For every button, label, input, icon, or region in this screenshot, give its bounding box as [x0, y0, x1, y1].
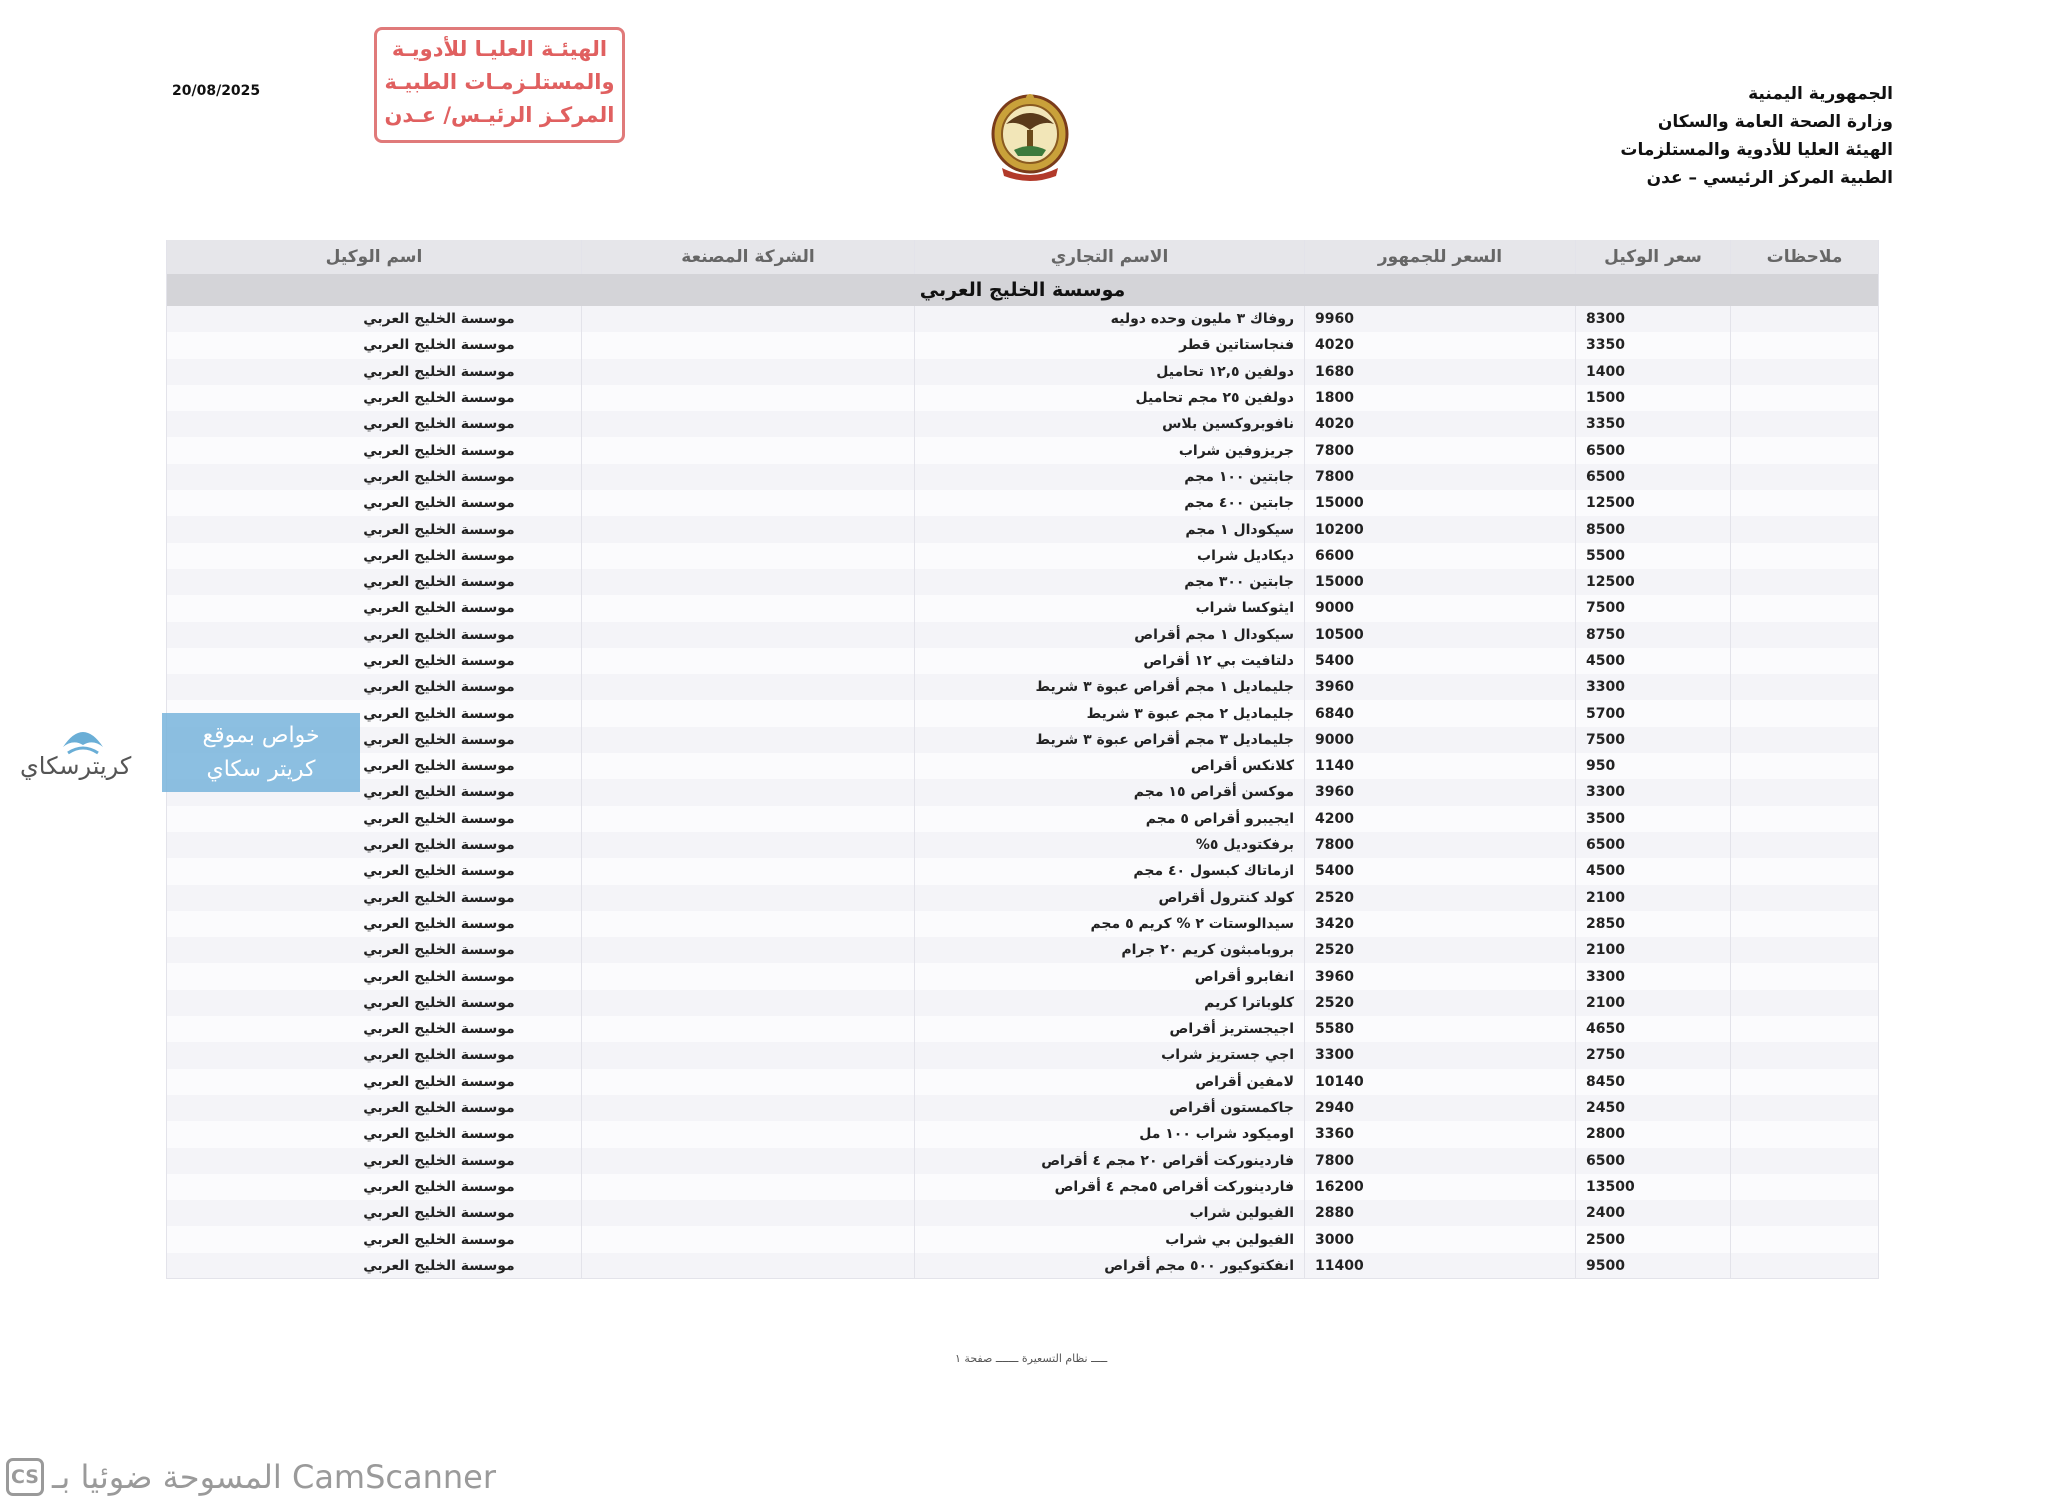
table-row	[167, 622, 1879, 648]
trade-name-cell: دولفين ١٢,٥ تحاميل	[915, 359, 1305, 385]
camscanner-icon: CS	[6, 1458, 44, 1496]
agent-price-cell: 2450	[1576, 1095, 1731, 1121]
public-price-cell: 1800	[1305, 385, 1576, 411]
agent-name-cell: موسسة الخليج العربي	[167, 1200, 582, 1226]
agent-name-cell: موسسة الخليج العربي	[167, 332, 582, 358]
table-row	[167, 1042, 1879, 1068]
agent-price-cell: 13500	[1576, 1174, 1731, 1200]
trade-name-cell: سيدالوستات ٢ % كريم ٥ مجم	[915, 911, 1305, 937]
table-row	[167, 516, 1879, 542]
agent-name-cell: موسسة الخليج العربي	[167, 437, 582, 463]
trade-name-cell: فاردينوركت أقراص ٢٠ مجم ٤ أقراص	[915, 1148, 1305, 1174]
trade-name-cell: جليماديل ٣ مجم أقراص عبوة ٣ شريط	[915, 727, 1305, 753]
agent-name-cell: موسسة الخليج العربي	[167, 1148, 582, 1174]
agent-price-cell: 2850	[1576, 911, 1731, 937]
agent-price-cell: 8300	[1576, 306, 1731, 332]
agent-name-cell: موسسة الخليج العربي	[167, 700, 582, 726]
watermark-line2: كريتر سكاي	[206, 757, 316, 782]
trade-name-cell: جليماديل ٢ مجم عبوة ٣ شريط	[915, 700, 1305, 726]
stamp-line3: المركـز الرئيـس/ عـدن	[384, 103, 615, 127]
table-row	[167, 464, 1879, 490]
header-notes: ملاحظات	[1731, 240, 1879, 274]
agent-name-cell: موسسة الخليج العربي	[167, 832, 582, 858]
manufacturer-cell	[582, 359, 915, 385]
trade-name-cell: جليماديل ١ مجم أقراص عبوة ٣ شريط	[915, 674, 1305, 700]
notes-cell	[1731, 385, 1879, 411]
ministry-title: وزارة الصحة العامة والسكان	[1657, 112, 1893, 132]
notes-cell	[1731, 359, 1879, 385]
agent-price-cell: 9500	[1576, 1253, 1731, 1279]
manufacturer-cell	[582, 516, 915, 542]
manufacturer-cell	[582, 1148, 915, 1174]
header-public-price: السعر للجمهور	[1305, 240, 1576, 274]
manufacturer-cell	[582, 779, 915, 805]
table-row	[167, 359, 1879, 385]
table-row	[167, 1200, 1879, 1226]
table-row	[167, 1121, 1879, 1147]
agent-price-cell: 4650	[1576, 1016, 1731, 1042]
notes-cell	[1731, 858, 1879, 884]
manufacturer-cell	[582, 806, 915, 832]
manufacturer-cell	[582, 622, 915, 648]
table-row	[167, 727, 1879, 753]
price-table	[166, 240, 1879, 1279]
notes-cell	[1731, 753, 1879, 779]
notes-cell	[1731, 622, 1879, 648]
agent-price-cell: 12500	[1576, 490, 1731, 516]
agent-price-cell: 2100	[1576, 885, 1731, 911]
agent-price-cell: 2800	[1576, 1121, 1731, 1147]
table-header-row	[167, 240, 1879, 274]
agent-price-cell: 3300	[1576, 674, 1731, 700]
agent-name-cell: موسسة الخليج العربي	[167, 990, 582, 1016]
table-row	[167, 832, 1879, 858]
trade-name-cell: سيكودال ١ مجم أقراص	[915, 622, 1305, 648]
notes-cell	[1731, 332, 1879, 358]
notes-cell	[1731, 1069, 1879, 1095]
notes-cell	[1731, 832, 1879, 858]
table-row	[167, 1226, 1879, 1252]
agent-name-cell: موسسة الخليج العربي	[167, 464, 582, 490]
trade-name-cell: سيكودال ١ مجم	[915, 516, 1305, 542]
notes-cell	[1731, 1226, 1879, 1252]
trade-name-cell: برفكتوديل ٥%	[915, 832, 1305, 858]
agent-price-cell: 3350	[1576, 332, 1731, 358]
agent-price-cell: 2500	[1576, 1226, 1731, 1252]
agent-price-cell: 2100	[1576, 937, 1731, 963]
page-footer: ـــــ نظام التسعيرة ـــــــ صفحة ١	[955, 1352, 1108, 1365]
public-price-cell: 2880	[1305, 1200, 1576, 1226]
notes-cell	[1731, 779, 1879, 805]
agent-name-cell: موسسة الخليج العربي	[167, 569, 582, 595]
manufacturer-cell	[582, 832, 915, 858]
table-row	[167, 490, 1879, 516]
table-row	[167, 858, 1879, 884]
table-row	[167, 806, 1879, 832]
manufacturer-cell	[582, 411, 915, 437]
trade-name-cell: الفيولين بي شراب	[915, 1226, 1305, 1252]
agent-price-cell: 950	[1576, 753, 1731, 779]
trade-name-cell: نافوبروكسين بلاس	[915, 411, 1305, 437]
table-row	[167, 1095, 1879, 1121]
table-row	[167, 1148, 1879, 1174]
manufacturer-cell	[582, 990, 915, 1016]
public-price-cell: 5400	[1305, 648, 1576, 674]
trade-name-cell: انفكتوكيور ٥٠٠ مجم أقراص	[915, 1253, 1305, 1279]
public-price-cell: 16200	[1305, 1174, 1576, 1200]
notes-cell	[1731, 911, 1879, 937]
notes-cell	[1731, 1042, 1879, 1068]
agent-name-cell: موسسة الخليج العربي	[167, 1069, 582, 1095]
public-price-cell: 10140	[1305, 1069, 1576, 1095]
agent-price-cell: 6500	[1576, 832, 1731, 858]
agent-price-cell: 2400	[1576, 1200, 1731, 1226]
table-row	[167, 543, 1879, 569]
notes-cell	[1731, 306, 1879, 332]
trade-name-cell: كولد كنترول أقراص	[915, 885, 1305, 911]
table-row	[167, 1253, 1879, 1279]
table-row	[167, 674, 1879, 700]
public-price-cell: 4020	[1305, 332, 1576, 358]
agent-price-cell: 6500	[1576, 437, 1731, 463]
public-price-cell: 10200	[1305, 516, 1576, 542]
notes-cell	[1731, 806, 1879, 832]
public-price-cell: 4200	[1305, 806, 1576, 832]
eagle-emblem-icon	[990, 90, 1070, 186]
notes-cell	[1731, 411, 1879, 437]
watermark-box	[162, 713, 360, 792]
public-price-cell: 5580	[1305, 1016, 1576, 1042]
trade-name-cell: اجيجستريز أقراص	[915, 1016, 1305, 1042]
notes-cell	[1731, 516, 1879, 542]
public-price-cell: 3960	[1305, 779, 1576, 805]
trade-name-cell: ازماتاك كبسول ٤٠ مجم	[915, 858, 1305, 884]
trade-name-cell: انفابرو أقراص	[915, 963, 1305, 989]
table-row	[167, 1016, 1879, 1042]
agent-price-cell: 7500	[1576, 595, 1731, 621]
public-price-cell: 2520	[1305, 990, 1576, 1016]
camscanner-text: المسوحة ضوئيا بـ CamScanner	[52, 1458, 497, 1496]
agent-name-cell: موسسة الخليج العربي	[167, 674, 582, 700]
trade-name-cell: بروبامبثون كريم ٢٠ جرام	[915, 937, 1305, 963]
manufacturer-cell	[582, 937, 915, 963]
trade-name-cell: لامفين أقراص	[915, 1069, 1305, 1095]
notes-cell	[1731, 648, 1879, 674]
public-price-cell: 1680	[1305, 359, 1576, 385]
public-price-cell: 4020	[1305, 411, 1576, 437]
group-title: موسسة الخليج العربي	[167, 274, 1879, 306]
group-row	[167, 274, 1879, 306]
manufacturer-cell	[582, 437, 915, 463]
manufacturer-cell	[582, 306, 915, 332]
trade-name-cell: روفاك ٣ مليون وحده دوليه	[915, 306, 1305, 332]
trade-name-cell: ديكاديل شراب	[915, 543, 1305, 569]
notes-cell	[1731, 1148, 1879, 1174]
public-price-cell: 3420	[1305, 911, 1576, 937]
manufacturer-cell	[582, 595, 915, 621]
agent-name-cell: موسسة الخليج العربي	[167, 1095, 582, 1121]
table-row	[167, 885, 1879, 911]
manufacturer-cell	[582, 727, 915, 753]
table-row	[167, 911, 1879, 937]
agent-name-cell: موسسة الخليج العربي	[167, 1226, 582, 1252]
notes-cell	[1731, 1200, 1879, 1226]
trade-name-cell: اوميكود شراب ١٠٠ مل	[915, 1121, 1305, 1147]
notes-cell	[1731, 727, 1879, 753]
agent-name-cell: موسسة الخليج العربي	[167, 911, 582, 937]
authority-stamp	[374, 27, 625, 143]
stamp-line1: الهيئـة العليـا للأدويـة	[391, 37, 608, 61]
public-price-cell: 5400	[1305, 858, 1576, 884]
notes-cell	[1731, 437, 1879, 463]
public-price-cell: 9000	[1305, 595, 1576, 621]
manufacturer-cell	[582, 1042, 915, 1068]
table-row	[167, 990, 1879, 1016]
notes-cell	[1731, 1095, 1879, 1121]
agent-name-cell: موسسة الخليج العربي	[167, 1042, 582, 1068]
trade-name-cell: فاردينوركت أقراص ٥مجم ٤ أقراص	[915, 1174, 1305, 1200]
agent-name-cell: موسسة الخليج العربي	[167, 543, 582, 569]
agent-name-cell: موسسة الخليج العربي	[167, 727, 582, 753]
table-row	[167, 700, 1879, 726]
table-row	[167, 648, 1879, 674]
watermark-logo-text: كريترسكاي	[20, 752, 132, 780]
agent-price-cell: 1400	[1576, 359, 1731, 385]
manufacturer-cell	[582, 885, 915, 911]
public-price-cell: 3960	[1305, 963, 1576, 989]
agent-name-cell: موسسة الخليج العربي	[167, 1253, 582, 1279]
trade-name-cell: فنجاستاتين قطر	[915, 332, 1305, 358]
manufacturer-cell	[582, 332, 915, 358]
manufacturer-cell	[582, 1069, 915, 1095]
agent-name-cell: موسسة الخليج العربي	[167, 858, 582, 884]
public-price-cell: 3360	[1305, 1121, 1576, 1147]
agent-price-cell: 7500	[1576, 727, 1731, 753]
manufacturer-cell	[582, 1253, 915, 1279]
agent-name-cell: موسسة الخليج العربي	[167, 516, 582, 542]
trade-name-cell: اجي جستريز شراب	[915, 1042, 1305, 1068]
agent-name-cell: موسسة الخليج العربي	[167, 779, 582, 805]
table-row	[167, 963, 1879, 989]
notes-cell	[1731, 543, 1879, 569]
public-price-cell: 9960	[1305, 306, 1576, 332]
manufacturer-cell	[582, 490, 915, 516]
trade-name-cell: جابتين ٣٠٠ مجم	[915, 569, 1305, 595]
table-row	[167, 332, 1879, 358]
header-agent-price: سعر الوكيل	[1576, 240, 1731, 274]
agent-price-cell: 5700	[1576, 700, 1731, 726]
public-price-cell: 6840	[1305, 700, 1576, 726]
manufacturer-cell	[582, 1200, 915, 1226]
agent-name-cell: موسسة الخليج العربي	[167, 359, 582, 385]
document-date: 20/08/2025	[172, 83, 261, 99]
manufacturer-cell	[582, 385, 915, 411]
agent-name-cell: موسسة الخليج العربي	[167, 648, 582, 674]
trade-name-cell: جابتين ٤٠٠ مجم	[915, 490, 1305, 516]
table-row	[167, 753, 1879, 779]
manufacturer-cell	[582, 1121, 915, 1147]
manufacturer-cell	[582, 1174, 915, 1200]
manufacturer-cell	[582, 700, 915, 726]
trade-name-cell: موكسن أقراص ١٥ مجم	[915, 779, 1305, 805]
public-price-cell: 7800	[1305, 464, 1576, 490]
trade-name-cell: جابتين ١٠٠ مجم	[915, 464, 1305, 490]
agent-price-cell: 3300	[1576, 779, 1731, 805]
notes-cell	[1731, 700, 1879, 726]
public-price-cell: 7800	[1305, 832, 1576, 858]
table-row	[167, 569, 1879, 595]
header-block	[1620, 80, 1893, 192]
agent-name-cell: موسسة الخليج العربي	[167, 1174, 582, 1200]
agent-price-cell: 6500	[1576, 464, 1731, 490]
agent-price-cell: 3350	[1576, 411, 1731, 437]
notes-cell	[1731, 1016, 1879, 1042]
manufacturer-cell	[582, 911, 915, 937]
notes-cell	[1731, 674, 1879, 700]
notes-cell	[1731, 1121, 1879, 1147]
agent-name-cell: موسسة الخليج العربي	[167, 963, 582, 989]
republic-title: الجمهورية اليمنية	[1748, 84, 1893, 104]
table-row	[167, 437, 1879, 463]
agent-name-cell: موسسة الخليج العربي	[167, 806, 582, 832]
agent-price-cell: 5500	[1576, 543, 1731, 569]
table-row	[167, 1069, 1879, 1095]
manufacturer-cell	[582, 963, 915, 989]
manufacturer-cell	[582, 1095, 915, 1121]
agent-name-cell: موسسة الخليج العربي	[167, 411, 582, 437]
trade-name-cell: دلتافيت بي ١٢ أقراص	[915, 648, 1305, 674]
public-price-cell: 3000	[1305, 1226, 1576, 1252]
public-price-cell: 6600	[1305, 543, 1576, 569]
notes-cell	[1731, 464, 1879, 490]
notes-cell	[1731, 885, 1879, 911]
table-row	[167, 306, 1879, 332]
notes-cell	[1731, 1253, 1879, 1279]
trade-name-cell: الفيولين شراب	[915, 1200, 1305, 1226]
public-price-cell: 15000	[1305, 569, 1576, 595]
authority-title-line2: الطبية المركز الرئيسي – عدن	[1646, 168, 1893, 188]
agent-name-cell: موسسة الخليج العربي	[167, 1016, 582, 1042]
public-price-cell: 2520	[1305, 885, 1576, 911]
agent-price-cell: 8450	[1576, 1069, 1731, 1095]
table-row	[167, 385, 1879, 411]
agent-price-cell: 12500	[1576, 569, 1731, 595]
notes-cell	[1731, 1174, 1879, 1200]
trade-name-cell: كلوباترا كريم	[915, 990, 1305, 1016]
public-price-cell: 9000	[1305, 727, 1576, 753]
agent-price-cell: 4500	[1576, 648, 1731, 674]
manufacturer-cell	[582, 1226, 915, 1252]
agent-price-cell: 8750	[1576, 622, 1731, 648]
public-price-cell: 3300	[1305, 1042, 1576, 1068]
manufacturer-cell	[582, 1016, 915, 1042]
agent-price-cell: 4500	[1576, 858, 1731, 884]
notes-cell	[1731, 990, 1879, 1016]
manufacturer-cell	[582, 674, 915, 700]
agent-price-cell: 3300	[1576, 963, 1731, 989]
notes-cell	[1731, 963, 1879, 989]
public-price-cell: 7800	[1305, 437, 1576, 463]
agent-name-cell: موسسة الخليج العربي	[167, 595, 582, 621]
manufacturer-cell	[582, 569, 915, 595]
table-row	[167, 411, 1879, 437]
notes-cell	[1731, 569, 1879, 595]
agent-name-cell: موسسة الخليج العربي	[167, 490, 582, 516]
agent-price-cell: 8500	[1576, 516, 1731, 542]
manufacturer-cell	[582, 464, 915, 490]
trade-name-cell: ايجيبرو أقراص ٥ مجم	[915, 806, 1305, 832]
table-row	[167, 779, 1879, 805]
trade-name-cell: جريزوفين شراب	[915, 437, 1305, 463]
manufacturer-cell	[582, 753, 915, 779]
public-price-cell: 1140	[1305, 753, 1576, 779]
notes-cell	[1731, 490, 1879, 516]
table-row	[167, 595, 1879, 621]
public-price-cell: 2940	[1305, 1095, 1576, 1121]
trade-name-cell: ايثوكسا شراب	[915, 595, 1305, 621]
notes-cell	[1731, 595, 1879, 621]
public-price-cell: 7800	[1305, 1148, 1576, 1174]
public-price-cell: 2520	[1305, 937, 1576, 963]
table-row	[167, 937, 1879, 963]
agent-price-cell: 2750	[1576, 1042, 1731, 1068]
trade-name-cell: جاكمستون أقراص	[915, 1095, 1305, 1121]
public-price-cell: 15000	[1305, 490, 1576, 516]
public-price-cell: 11400	[1305, 1253, 1576, 1279]
notes-cell	[1731, 937, 1879, 963]
agent-name-cell: موسسة الخليج العربي	[167, 885, 582, 911]
agent-price-cell: 2100	[1576, 990, 1731, 1016]
agent-price-cell: 3500	[1576, 806, 1731, 832]
agent-price-cell: 1500	[1576, 385, 1731, 411]
authority-title-line1: الهيئة العليا للأدوية والمستلزمات	[1620, 140, 1893, 160]
watermark-line1: خواص بموقع	[202, 723, 320, 748]
header-trade-name: الاسم التجاري	[915, 240, 1305, 274]
agent-name-cell: موسسة الخليج العربي	[167, 937, 582, 963]
agent-name-cell: موسسة الخليج العربي	[167, 753, 582, 779]
agent-name-cell: موسسة الخليج العربي	[167, 622, 582, 648]
public-price-cell: 10500	[1305, 622, 1576, 648]
public-price-cell: 3960	[1305, 674, 1576, 700]
agent-name-cell: موسسة الخليج العربي	[167, 306, 582, 332]
stamp-line2: والمستلـزمـات الطبيـة	[384, 70, 615, 94]
header-agent-name: اسم الوكيل	[167, 240, 582, 274]
trade-name-cell: كلانكس أقراص	[915, 753, 1305, 779]
table-row	[167, 1174, 1879, 1200]
trade-name-cell: دولفين ٢٥ مجم تحاميل	[915, 385, 1305, 411]
header-manufacturer: الشركة المصنعة	[582, 240, 915, 274]
manufacturer-cell	[582, 858, 915, 884]
agent-name-cell: موسسة الخليج العربي	[167, 1121, 582, 1147]
agent-price-cell: 6500	[1576, 1148, 1731, 1174]
agent-name-cell: موسسة الخليج العربي	[167, 385, 582, 411]
camscanner-mark	[6, 1458, 496, 1496]
manufacturer-cell	[582, 648, 915, 674]
manufacturer-cell	[582, 543, 915, 569]
